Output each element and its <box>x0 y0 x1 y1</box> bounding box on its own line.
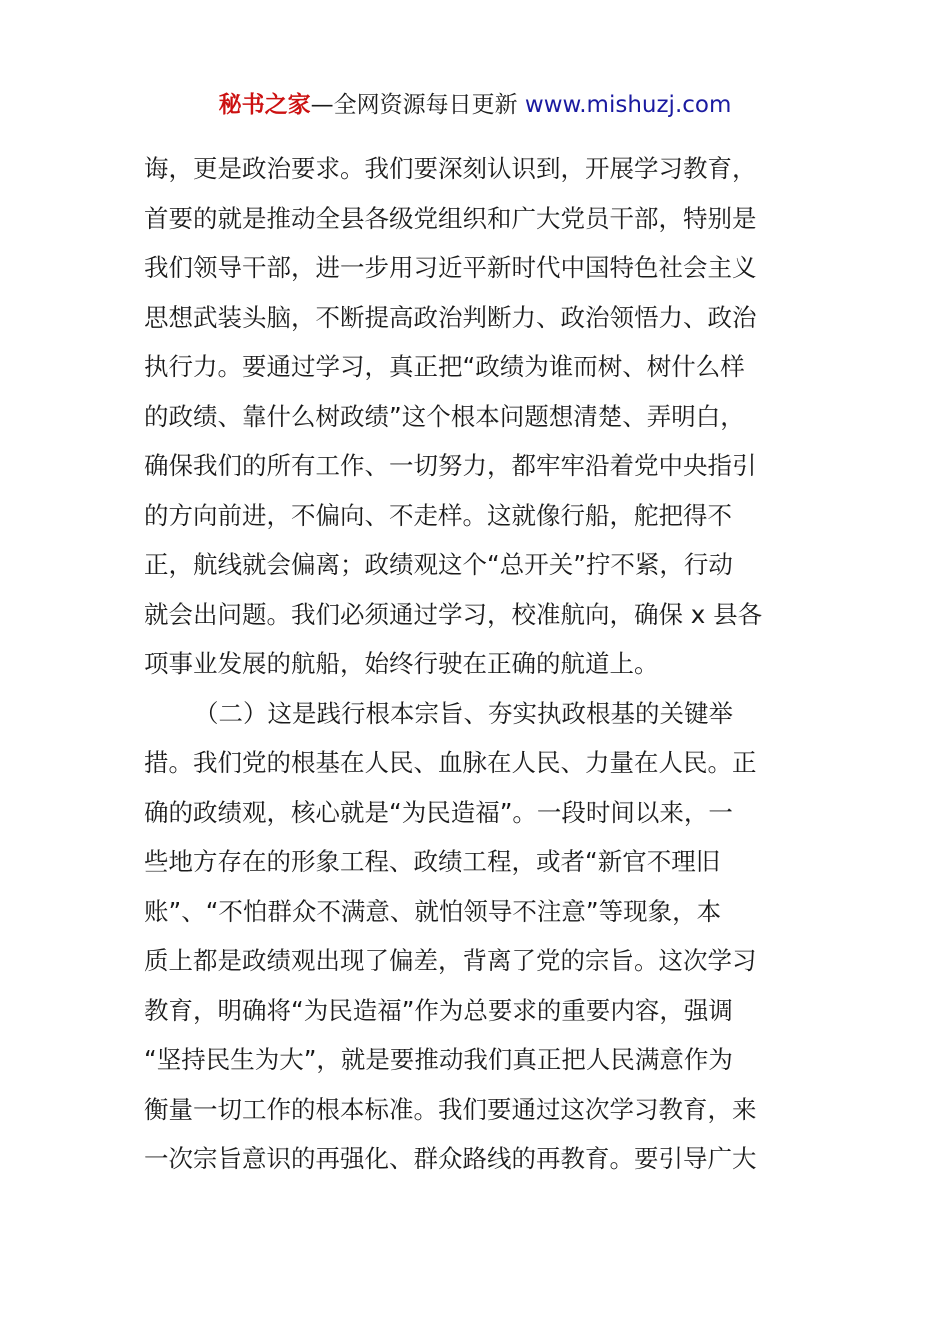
text-line: 措。我们党的根基在人民、血脉在人民、力量在人民。正 <box>144 748 757 777</box>
text-line: 衡量一切工作的根本标准。我们要通过这次学习教育，来 <box>144 1094 757 1124</box>
text-line: 质上都是政绩观出现了偏差，背离了党的宗旨。这次学习 <box>144 946 757 975</box>
text-line: 就会出问题。我们必须通过学习，校准航向，确保 x 县各 <box>144 599 763 629</box>
text-line: 一次宗旨意识的再强化、群众路线的再教育。要引导广大 <box>144 1144 757 1173</box>
text-line: “坚持民生为大”，就是要推动我们真正把人民满意作为 <box>144 1045 733 1074</box>
text-line: 诲，更是政治要求。我们要深刻认识到，开展学习教育， <box>144 154 757 183</box>
text-line: 账”、“不怕群众不满意、就怕领导不注意”等现象，本 <box>144 896 722 926</box>
text-line: 执行力。要通过学习，真正把“政绩为谁而树、树什么样 <box>144 352 745 381</box>
text-line: 思想武装头脑，不断提高政治判断力、政治领悟力、政治 <box>144 302 757 332</box>
text-line: 首要的就是推动全县各级党组织和广大党员干部，特别是 <box>144 203 757 233</box>
site-tagline: —全网资源每日更新 <box>310 92 518 118</box>
text-line: 正，航线就会偏离；政绩观这个“总开关”拧不紧，行动 <box>144 550 733 579</box>
text-line: 些地方存在的形象工程、政绩工程，或者“新官不理旧 <box>144 847 721 876</box>
site-header <box>0 88 950 122</box>
text-line: 的方向前进，不偏向、不走样。这就像行船，舵把得不 <box>144 500 732 530</box>
text-line: 项事业发展的航船，始终行驶在正确的航道上。 <box>144 649 659 678</box>
text-line: 我们领导干部，进一步用习近平新时代中国特色社会主义 <box>144 253 757 282</box>
text-line: 教育，明确将“为民造福”作为总要求的重要内容，强调 <box>144 995 733 1025</box>
text-line: 的政绩、靠什么树政绩”这个根本问题想清楚、弄明白， <box>144 401 745 431</box>
text-line: 确的政绩观，核心就是“为民造福”。一段时间以来，一 <box>144 797 733 827</box>
site-brand: 秘书之家 <box>218 92 311 118</box>
text-line: 确保我们的所有工作、一切努力，都牢牢沿着党中央指引 <box>144 451 757 480</box>
site-url-link[interactable]: www.mishuzj.com <box>524 92 732 118</box>
section-heading-line: （二）这是践行根本宗旨、夯实执政根基的关键举 <box>194 698 733 728</box>
document-body <box>144 144 808 1184</box>
